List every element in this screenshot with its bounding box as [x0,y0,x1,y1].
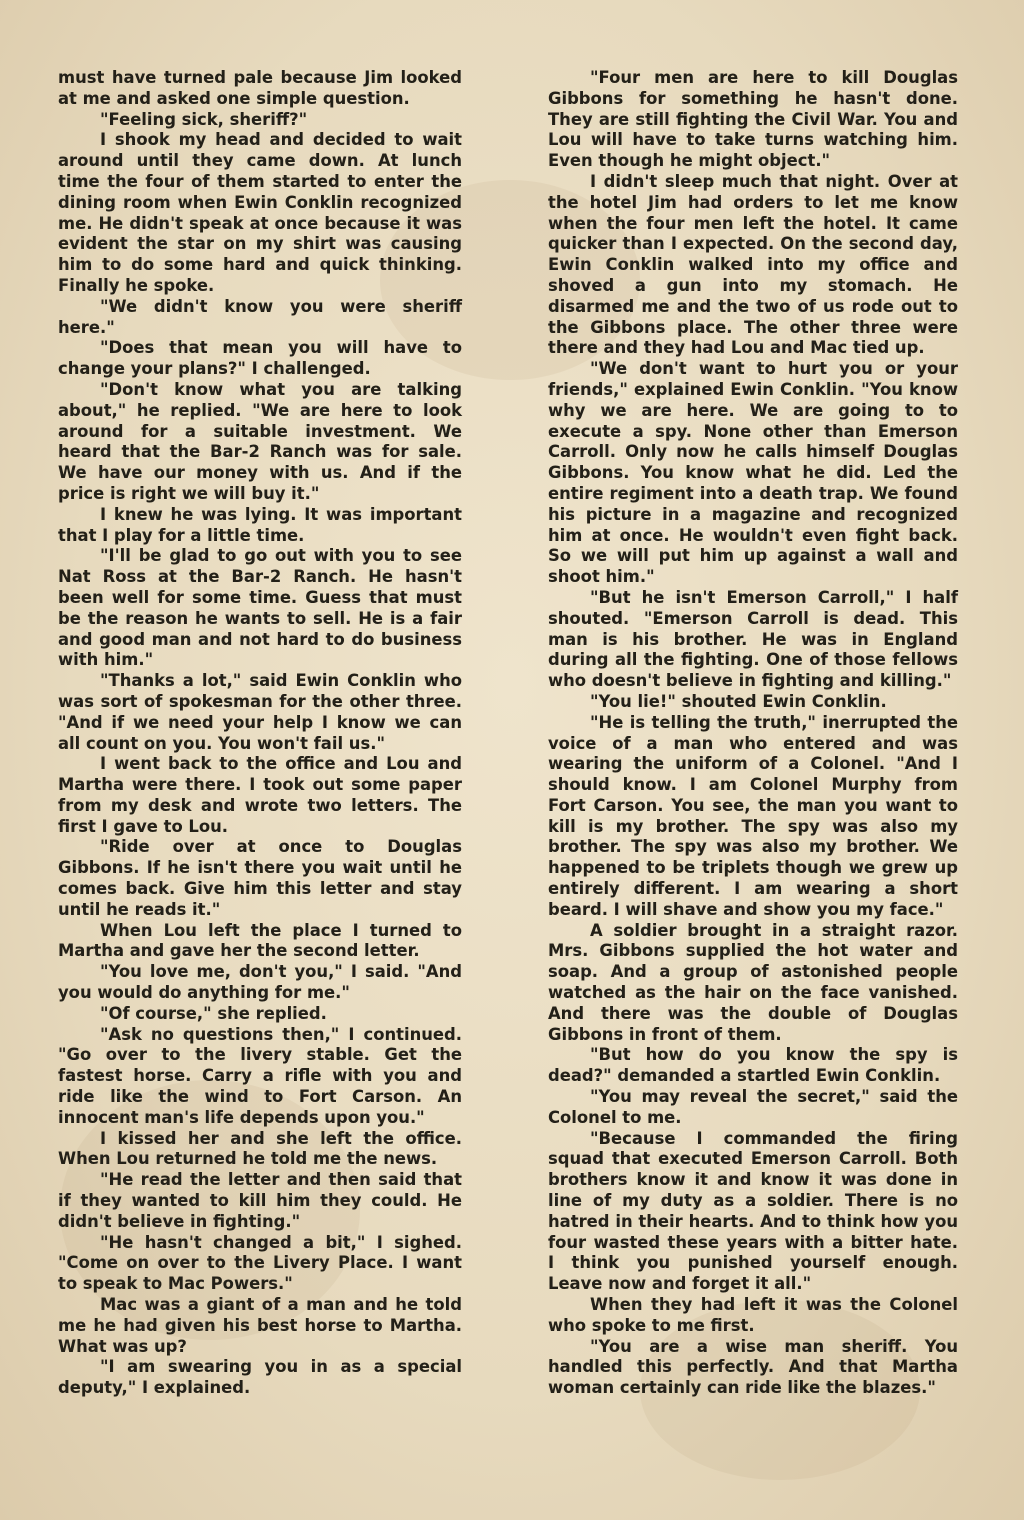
paragraph: "He is telling the truth," inerrupted the voice of a man who entered and was wearing the uniform of a Colonel. "And I should know. I am Colonel Murphy from Fort Carson. You see, the man you want to kill is my brother. The spy was also my brother. The spy was also my brother. We happened to be triplets though we grew up entirely different. I am wearing a short beard. I will shave and show you my face." [548,712,958,919]
paragraph: "But how do you know the spy is dead?" demanded a startled Ewin Conklin. [548,1045,958,1086]
paragraph: "You lie!" shouted Ewin Conklin. [590,691,887,711]
paragraph: "We didn't know you were sheriff here." [58,296,462,337]
paragraph: "He hasn't changed a bit," I sighed. "Come on over to the Livery Place. I want to speak to Mac Powers." [58,1232,462,1294]
paragraph: I kissed her and she left the office. When Lou returned he told me the news. [58,1128,462,1169]
paragraph: "I'll be glad to go out with you to see Nat Ross at the Bar-2 Ranch. He hasn't been well for some time. Guess that must be the reason he wants to sell. He is a fair and good man and not hard to do business with him." [58,546,462,670]
paragraph: "You may reveal the secret," said the Colonel to me. [548,1087,958,1127]
paragraph: Mac was a giant of a man and he told me he had given his best horse to Martha. What was up? [58,1295,462,1356]
paragraph: "He read the letter and then said that if they wanted to kill him they could. He didn't believe in fighting." [58,1170,462,1231]
paragraph: "I am swearing you in as a special deputy," I explained. [58,1357,462,1398]
paragraph: I went back to the office and Lou and Martha were there. I took out some paper from my desk and wrote two letters. The first I gave to Lou. [58,754,462,836]
right-text-column [548,68,958,1399]
paragraph: must have turned pale because Jim looked at me and asked one simple question. [58,68,462,108]
paragraph: When Lou left the place I turned to Martha and gave her the second letter. [58,920,462,961]
paragraph: "Ask no questions then," I continued. "Go over to the livery stable. Get the fastest horse. Carry a rifle with you and ride like the wind to Fort Carson. An innocent man's life depends upon you." [58,1024,462,1127]
paragraph: "We don't want to hurt you or your friends," explained Ewin Conklin. "You know why we are here. We are going to to execute a spy. None other than Emerson Carroll. Only now he calls himself Douglas Gibbons. You know what he did. Led the entire regiment into a death trap. We found his picture in a magazine and recognized him at once. He wouldn't even fight back. So we will put him up against a wall and shoot him." [548,359,958,587]
paragraph: "Does that mean you will have to change your plans?" I challenged. [58,338,462,379]
paragraph: "Because I commanded the firing squad that executed Emerson Carroll. Both brothers know it and know it was done in line of my duty as a soldier. There is no hatred in their hearts. And to think how you four wasted these years with a bitter hate. I think you punished yourself enough. Leave now and forget it all." [548,1128,958,1294]
paragraph: "Of course," she replied. [100,1003,327,1023]
paragraph: "Ride over at once to Douglas Gibbons. If he isn't there you wait until he comes back. Give him this letter and stay until he reads it." [58,837,462,919]
paragraph: "You are a wise man sheriff. You handled this perfectly. And that Martha woman certainly can ride like the blazes." [548,1336,958,1398]
paragraph: "Feeling sick, sheriff?" [100,109,308,129]
paragraph: A soldier brought in a straight razor. Mrs. Gibbons supplied the hot water and soap. And a group of astonished people watched as the hair on the face vanished. And there was the double of Douglas Gibbons in front of them. [548,920,958,1044]
left-text-column [58,68,462,1399]
paragraph: "Don't know what you are talking about," he replied. "We are here to look around for a suitable investment. We heard that the Bar-2 Ranch was for sale. We have our money with us. And if the price is right we will buy it." [58,379,462,503]
paragraph: "But he isn't Emerson Carroll," I half shouted. "Emerson Carroll is dead. This man is his brother. He was in England during all the fighting. One of those fellows who doesn't believe in fighting and killing." [548,587,958,691]
paragraph: I didn't sleep much that night. Over at the hotel Jim had orders to let me know when the four men left the hotel. It came quicker than I expected. On the second day, Ewin Conklin walked into my office and shoved a gun into my stomach. He disarmed me and the two of us rode out to the Gibbons place. The other three were there and they had Lou and Mac tied up. [548,171,958,358]
paragraph: "Four men are here to kill Douglas Gibbons for something he hasn't done. They are still fighting the Civil War. You and Lou will have to take turns watching him. Even though he might object." [548,68,958,171]
paragraph: I shook my head and decided to wait around until they came down. At lunch time the four of them started to enter the dining room when Ewin Conklin recognized me. He didn't speak at once because it was evident the star on my shirt was causing him to do some hard and quick thinking. Finally he spoke. [58,130,462,295]
paragraph: I knew he was lying. It was important that I play for a little time. [58,504,462,545]
paragraph: When they had left it was the Colonel who spoke to me first. [548,1295,958,1335]
paragraph: "You love me, don't you," I said. "And you would do anything for me." [58,962,462,1003]
paragraph: "Thanks a lot," said Ewin Conklin who was sort of spokesman for the other three. "And if we need your help I know we can all count on you. You won't fail us." [58,671,462,753]
